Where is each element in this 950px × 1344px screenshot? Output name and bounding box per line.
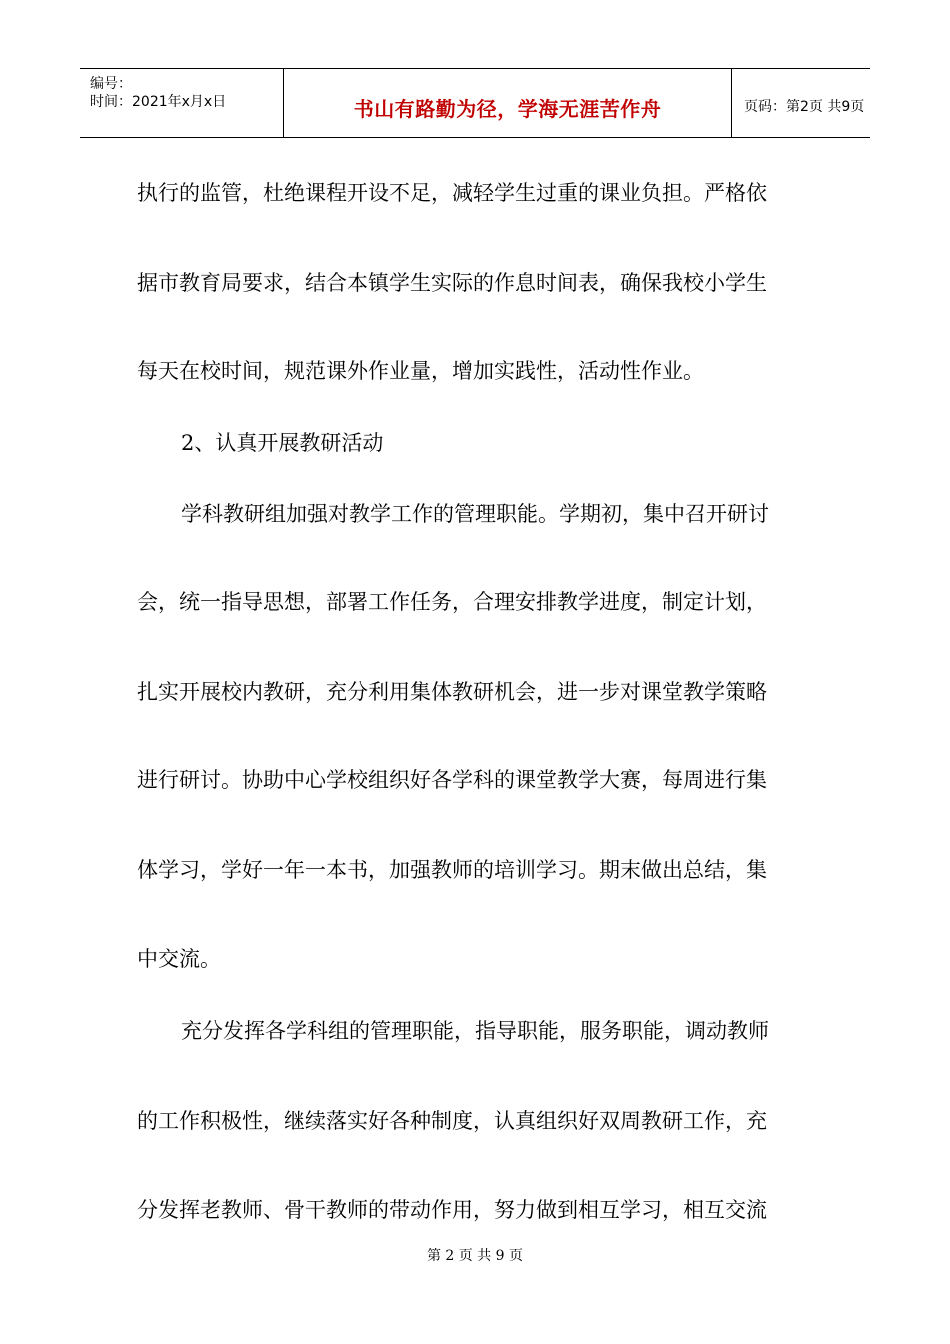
header-page-info: 页码：第2页 共9页 <box>744 99 865 115</box>
body-line-9: 体学习，学好一年一本书，加强教师的培训学习。期末做出总结，集 <box>137 858 767 882</box>
body-line-11: 充分发挥各学科组的管理职能，指导职能，服务职能，调动教师 <box>181 1019 769 1043</box>
section-heading: 2、认真开展教研活动 <box>181 431 384 455</box>
body-line-10: 中交流。 <box>137 947 221 971</box>
body-line-8: 进行研讨。协助中心学校组织好各学科的课堂教学大赛，每周进行集 <box>137 768 767 792</box>
document-date-label: 时间：2021年x月x日 <box>90 94 227 110</box>
body-line-2: 据市教育局要求，结合本镇学生实际的作息时间表，确保我校小学生 <box>137 271 767 295</box>
body-line-5: 学科教研组加强对教学工作的管理职能。学期初，集中召开研讨 <box>181 502 769 526</box>
page-header <box>80 68 870 138</box>
body-line-1: 执行的监管，杜绝课程开设不足，减轻学生过重的课业负担。严格依 <box>137 181 767 205</box>
header-middle-cell <box>284 69 732 137</box>
body-line-6: 会，统一指导思想，部署工作任务，合理安排教学进度，制定计划， <box>137 590 767 614</box>
page-footer: 第 2 页 共 9 页 <box>426 1248 524 1264</box>
body-line-12: 的工作积极性，继续落实好各种制度，认真组织好双周教研工作，充 <box>137 1109 767 1133</box>
header-motto: 书山有路勤为径，学海无涯苦作舟 <box>353 96 662 121</box>
document-number-label: 编号： <box>90 76 132 92</box>
header-right-cell <box>732 69 870 137</box>
body-line-13: 分发挥老教师、骨干教师的带动作用，努力做到相互学习，相互交流 <box>137 1198 767 1222</box>
body-line-7: 扎实开展校内教研，充分利用集体教研机会，进一步对课堂教学策略 <box>137 680 767 704</box>
body-line-3: 每天在校时间，规范课外作业量，增加实践性，活动性作业。 <box>137 359 704 383</box>
header-left-cell <box>80 69 284 137</box>
